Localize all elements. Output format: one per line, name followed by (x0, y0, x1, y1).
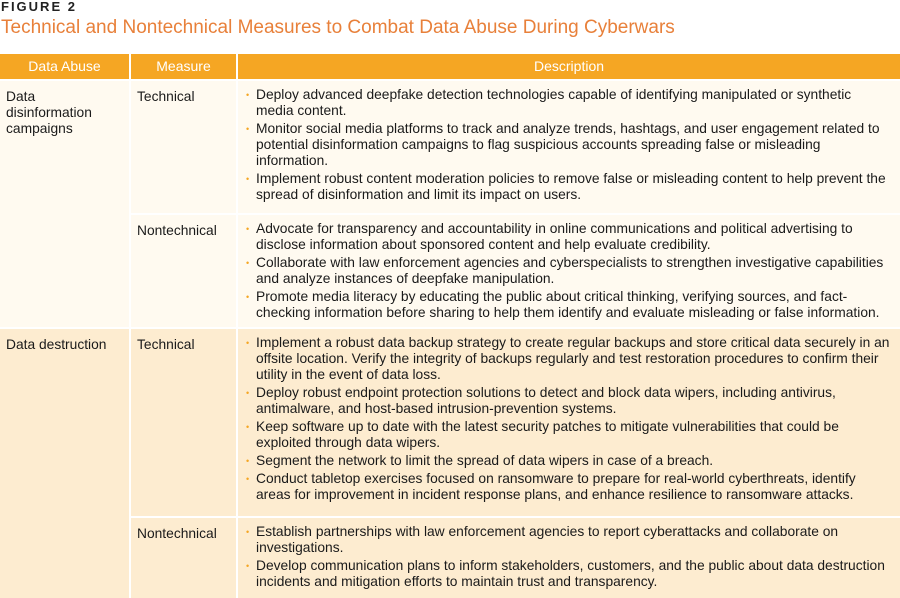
measure-label: Nontechnical (137, 223, 217, 238)
bullet-icon: • (246, 90, 250, 100)
description-cell (238, 518, 900, 598)
bullet-icon: • (246, 292, 250, 302)
figure-title: Technical and Nontechnical Measures to Combat Data Abuse During Cyberwars (1, 17, 675, 38)
item-text: Implement a robust data backup strategy to create regular backups and store critical data securely in an offsite location. Verify the integrity of backups regularly and test restoration procedures to confirm their utility in the event of data loss. (256, 335, 890, 382)
list-item (246, 524, 890, 556)
item-text: Keep software up to date with the latest security patches to mitigate vulnerabilities that could be exploited through data wipers. (256, 419, 839, 450)
bullet-icon: • (246, 338, 250, 348)
abuse-label: Data disinformation campaigns (6, 89, 92, 136)
item-text: Collaborate with law enforcement agencies and cyberspecialists to strengthen investigative capabilities and analyze instances of deepfake manipulation. (256, 255, 884, 286)
description-cell (238, 215, 900, 327)
description-list (246, 524, 890, 590)
list-item (246, 558, 890, 590)
list-item (246, 471, 890, 503)
list-item (246, 419, 890, 451)
description-list (246, 221, 890, 321)
header-description: Description (238, 54, 900, 79)
item-text: Deploy robust endpoint protection solutions to detect and block data wipers, including antivirus, antimalware, and host-based intrusion-prevention systems. (256, 385, 836, 416)
measure-cell (131, 81, 236, 213)
bullet-icon: • (246, 388, 250, 398)
bullet-icon: • (246, 224, 250, 234)
bullet-icon: • (246, 124, 250, 134)
item-text: Conduct tabletop exercises focused on ransomware to prepare for real-world cyberthreats, identify areas for improvement in incident response plans, and enhance resilience to ransomware attacks. (256, 471, 856, 502)
abuse-cell-disinformation (0, 81, 129, 327)
item-text: Promote media literacy by educating the public about critical thinking, verifying sources, and fact-checking information before sharing to help them identify and evaluate misleading or false information. (256, 289, 880, 320)
abuse-cell-destruction (0, 329, 129, 598)
measure-label: Technical (137, 89, 195, 104)
bullet-icon: • (246, 527, 250, 537)
bullet-icon: • (246, 561, 250, 571)
header-data-abuse: Data Abuse (0, 54, 129, 79)
item-text: Deploy advanced deepfake detection technologies capable of identifying manipulated or synthetic media content. (256, 87, 852, 118)
list-item (246, 221, 890, 253)
bullet-icon: • (246, 258, 250, 268)
measures-table (0, 54, 900, 598)
measure-cell (131, 215, 236, 327)
measure-label: Technical (137, 337, 195, 352)
header-measure: Measure (131, 54, 236, 79)
description-cell (238, 329, 900, 516)
list-item (246, 289, 890, 321)
measure-label: Nontechnical (137, 526, 217, 541)
item-text: Monitor social media platforms to track and analyze trends, hashtags, and user engagement related to potential disinformation campaigns to flag suspicious accounts spreading false or misleading information. (256, 121, 880, 168)
list-item (246, 171, 890, 203)
list-item (246, 453, 890, 469)
list-item (246, 255, 890, 287)
bullet-icon: • (246, 456, 250, 466)
item-text: Segment the network to limit the spread of data wipers in case of a breach. (256, 453, 714, 468)
item-text: Advocate for transparency and accountability in online communications and political advertising to disclose information about sponsored content and help evaluate credibility. (256, 221, 853, 252)
bullet-icon: • (246, 422, 250, 432)
list-item (246, 121, 890, 169)
bullet-icon: • (246, 474, 250, 484)
list-item (246, 87, 890, 119)
measure-cell (131, 329, 236, 516)
item-text: Develop communication plans to inform stakeholders, customers, and the public about data destruction incidents and mitigation efforts to maintain trust and transparency. (256, 558, 885, 589)
description-cell (238, 81, 900, 213)
item-text: Implement robust content moderation policies to remove false or misleading content to help prevent the spread of disinformation and limit its impact on users. (256, 171, 886, 202)
figure-label: FIGURE 2 (1, 0, 77, 14)
abuse-label: Data destruction (6, 337, 107, 352)
item-text: Establish partnerships with law enforcement agencies to report cyberattacks and collaborate on investigations. (256, 524, 839, 555)
list-item (246, 385, 890, 417)
measure-cell (131, 518, 236, 598)
bullet-icon: • (246, 174, 250, 184)
description-list (246, 87, 890, 203)
description-list (246, 335, 890, 503)
list-item (246, 335, 890, 383)
